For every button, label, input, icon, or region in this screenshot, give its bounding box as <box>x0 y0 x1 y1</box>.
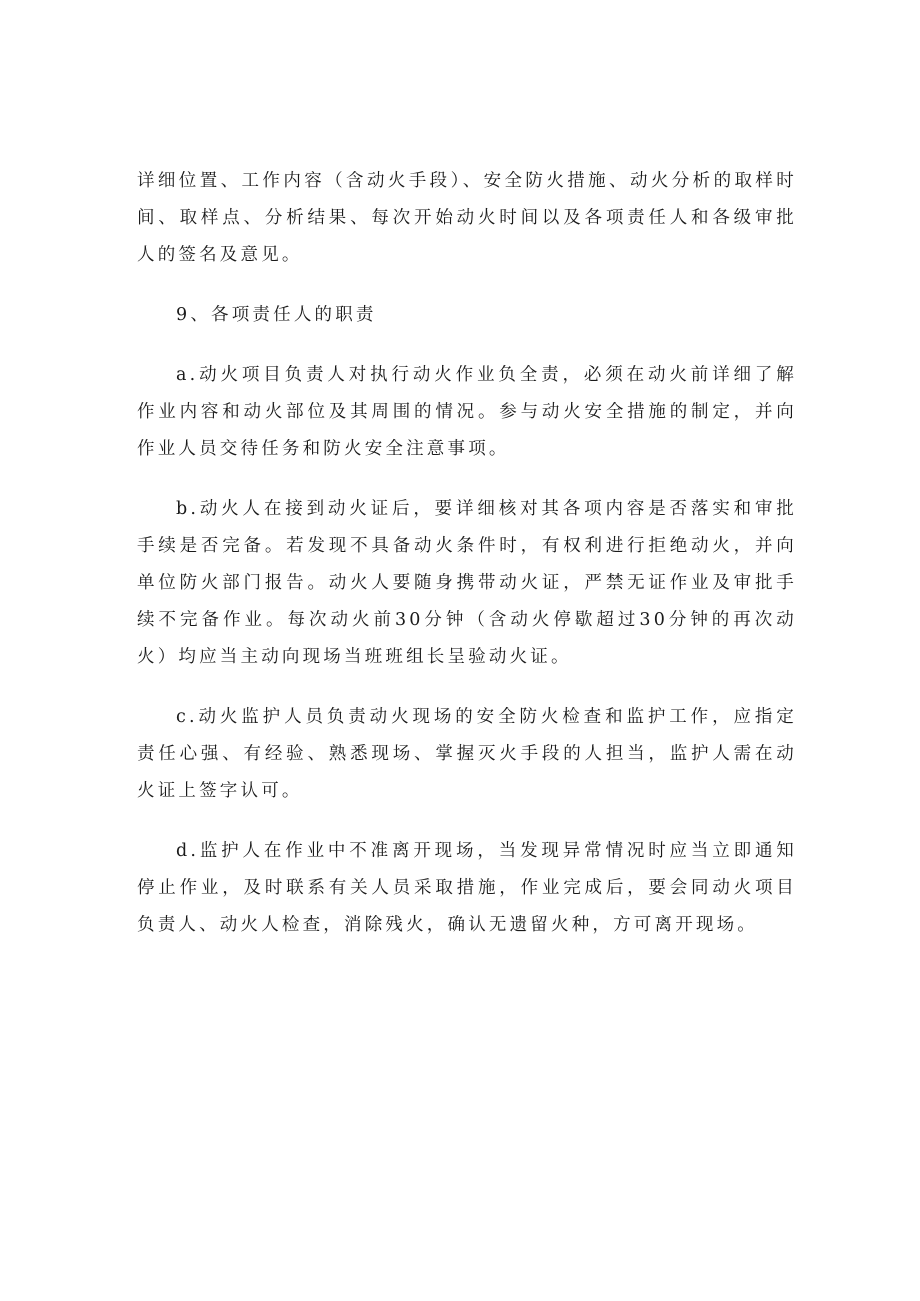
paragraph-item-b: b.动火人在接到动火证后，要详细核对其各项内容是否落实和审批手续是否完备。若发现不具备动火条件时，有权利进行拒绝动火，并向单位防火部门报告。动火人要随身携带动火证，严禁无证作业及审批手续不完备作业。每次动火前30分钟（含动火停歇超过30分钟的再次动火）均应当主动向现场当班班组长呈验动火证。 <box>137 499 797 667</box>
paragraph-continuation: 详细位置、工作内容（含动火手段）、安全防火措施、动火分析的取样时间、取样点、分析结果、每次开始动火时间以及各项责任人和各级审批人的签名及意见。 <box>137 171 797 265</box>
paragraph-item-d: d.监护人在作业中不准离开现场，当发现异常情况时应当立即通知停止作业，及时联系有关人员采取措施，作业完成后，要会同动火项目负责人、动火人检查，消除残火，确认无遗留火种，方可离开现场。 <box>137 841 797 935</box>
paragraph-item-c: c.动火监护人员负责动火现场的安全防火检查和监护工作，应指定责任心强、有经验、熟悉现场、掌握灭火手段的人担当，监护人需在动火证上签字认可。 <box>137 707 797 801</box>
document-body <box>137 163 797 944</box>
paragraph-item-a: a.动火项目负责人对执行动火作业负全责，必须在动火前详细了解作业内容和动火部位及其周围的情况。参与动火安全措施的制定，并向作业人员交待任务和防火安全注意事项。 <box>137 365 797 459</box>
section-heading-responsibilities: 9、各项责任人的职责 <box>176 305 377 325</box>
